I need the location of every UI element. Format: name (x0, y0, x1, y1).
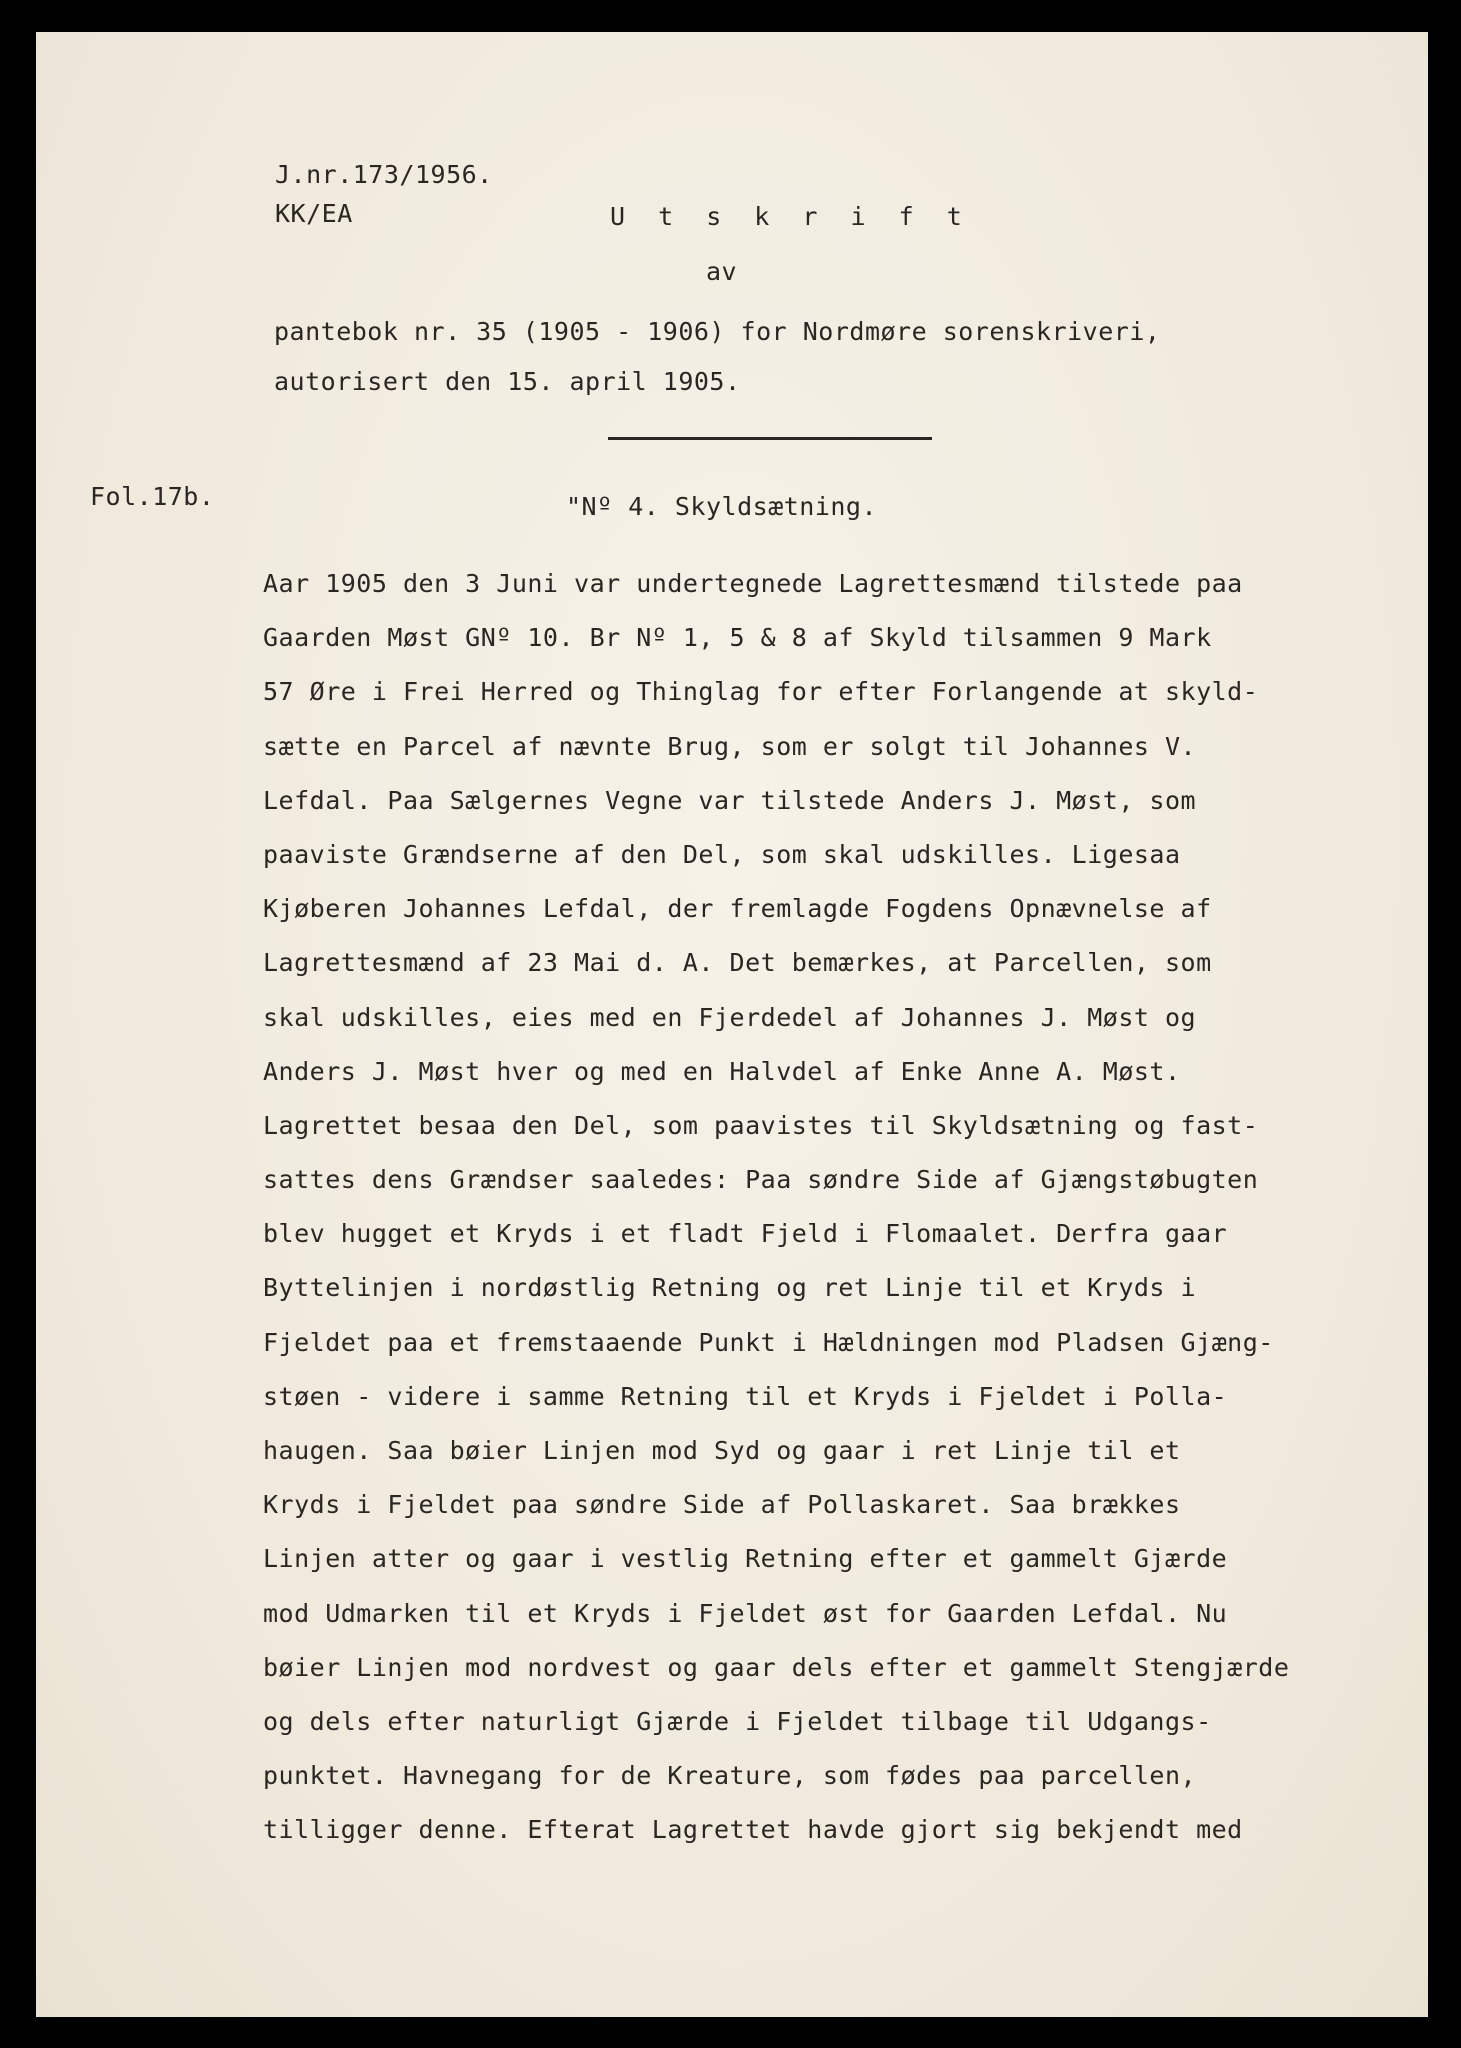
intro-line-2: autorisert den 15. april 1905. (274, 367, 741, 396)
body-line: Gaarden Møst GNº 10. Br Nº 1, 5 & 8 af Skyld tilsammen 9 Mark (263, 623, 1212, 653)
body-line: Byttelinjen i nordøstlig Retning og ret Linje til et Kryds i (263, 1273, 1197, 1303)
body-line: Lefdal. Paa Sælgernes Vegne var tilstede Anders J. Møst, som (263, 785, 1197, 815)
body-line: og dels efter naturligt Gjærde i Fjeldet tilbage til Udgangs- (263, 1706, 1212, 1736)
divider-rule (608, 437, 932, 440)
journal-number: J.nr.173/1956. (275, 160, 493, 189)
body-line: paaviste Grændserne af den Del, som skal udskilles. Ligesaa (263, 839, 1181, 869)
document-title: U t s k r i f t (610, 202, 971, 231)
body-line: mod Udmarken til et Kryds i Fjeldet øst for Gaarden Lefdal. Nu (263, 1598, 1228, 1628)
document-page (36, 32, 1428, 2017)
body-line: Lagrettet besaa den Del, som paavistes til Skyldsætning og fast- (263, 1110, 1259, 1140)
body-line: sattes dens Grændser saaledes: Paa søndre Side af Gjængstøbugten (263, 1165, 1259, 1195)
folio-marker: Fol.17b. (90, 482, 215, 511)
intro-line-1: pantebok nr. 35 (1905 - 1906) for Nordmøre sorenskriveri, (274, 317, 1161, 346)
body-line: Linjen atter og gaar i vestlig Retning efter et gammelt Gjærde (263, 1544, 1228, 1574)
body-line: bøier Linjen mod nordvest og gaar dels efter et gammelt Stengjærde (263, 1652, 1290, 1682)
entry-heading: "Nº 4. Skyldsætning. (566, 492, 878, 521)
body-line: Anders J. Møst hver og med en Halvdel af Enke Anne A. Møst. (263, 1056, 1181, 1086)
body-line: Fjeldet paa et fremstaaende Punkt i Hældningen mod Pladsen Gjæng- (263, 1327, 1274, 1357)
body-line: 57 Øre i Frei Herred og Thinglag for efter Forlangende at skyld- (263, 677, 1259, 707)
body-line: skal udskilles, eies med en Fjerdedel af Johannes J. Møst og (263, 1002, 1197, 1032)
body-line: sætte en Parcel af nævnte Brug, som er solgt til Johannes V. (263, 731, 1197, 761)
body-line: haugen. Saa bøier Linjen mod Syd og gaar i ret Linje til et (263, 1436, 1181, 1465)
body-line: støen - videre i samme Retning til et Kryds i Fjeldet i Polla- (263, 1381, 1228, 1411)
body-line: blev hugget et Kryds i et fladt Fjeld i Flomaalet. Derfra gaar (263, 1219, 1228, 1249)
body-line: Lagrettesmænd af 23 Mai d. A. Det bemærkes, at Parcellen, som (263, 948, 1212, 978)
body-text (263, 557, 1413, 1858)
body-line: tilligger denne. Efterat Lagrettet havde gjort sig bekjendt med (263, 1815, 1243, 1845)
body-line: punktet. Havnegang for de Kreature, som fødes paa parcellen, (263, 1761, 1197, 1791)
title-connector: av (706, 257, 738, 286)
body-line: Kjøberen Johannes Lefdal, der fremlagde Fogdens Opnævnelse af (263, 894, 1212, 924)
body-line: Aar 1905 den 3 Juni var undertegnede Lagrettesmænd tilstede paa (263, 569, 1243, 598)
initials: KK/EA (275, 199, 353, 228)
body-line: Kryds i Fjeldet paa søndre Side af Pollaskaret. Saa brækkes (263, 1490, 1181, 1520)
